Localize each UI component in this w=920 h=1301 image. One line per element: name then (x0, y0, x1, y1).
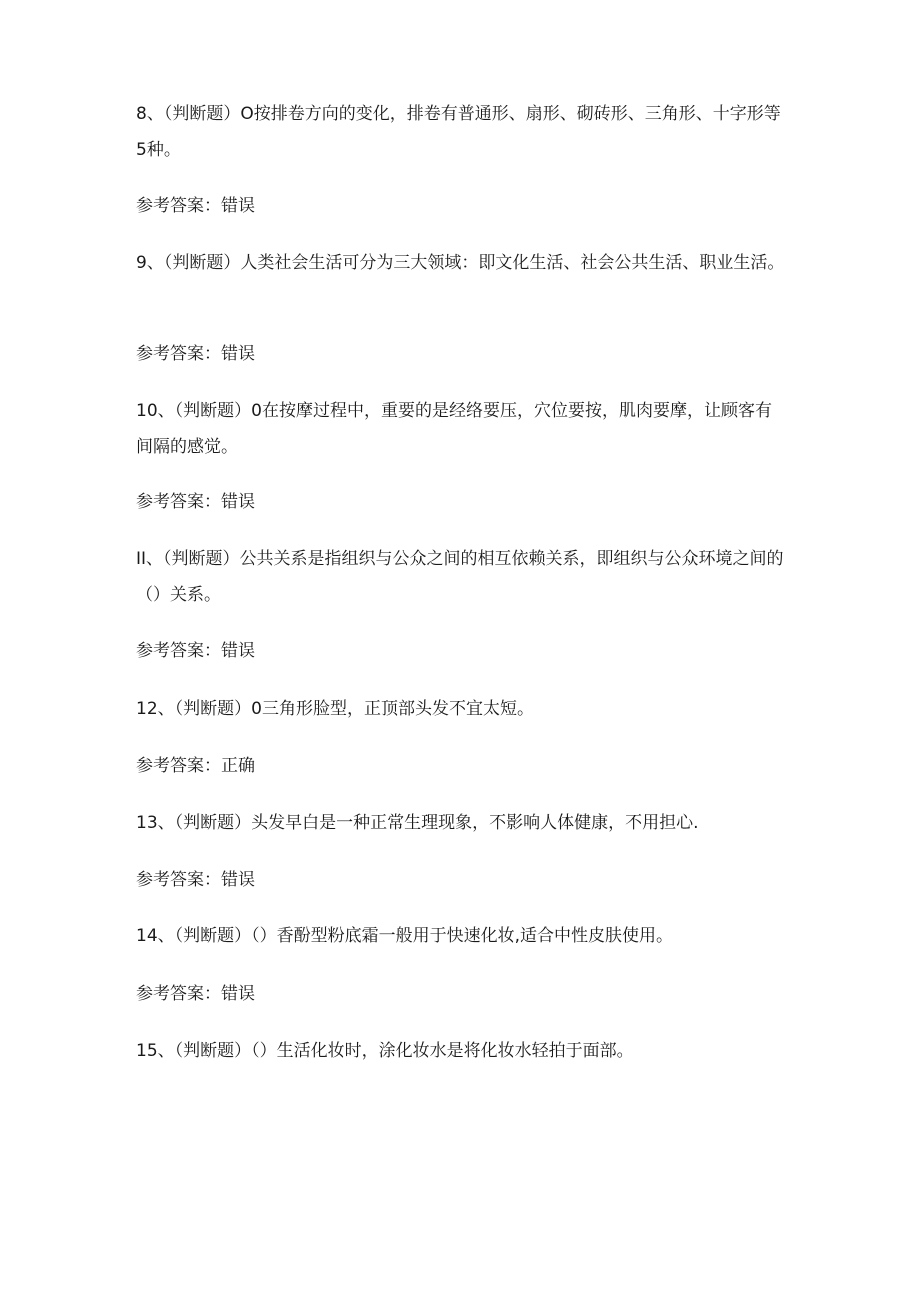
answer-14: 参考答案：错误 (136, 984, 255, 1004)
question-11: II、（判断题）公共关系是指组织与公众之间的相互依赖关系，即组织与公众环境之间的（）关系。 (136, 549, 784, 605)
question-13: 13、（判断题）头发早白是一种正常生理现象，不影响人体健康，不用担心. (136, 813, 699, 833)
answer-9: 参考答案：错误 (136, 344, 255, 364)
question-15: 15、（判断题）（）生活化妆时，涂化妆水是将化妆水轻拍于面部。 (136, 1041, 634, 1061)
question-14: 14、（判断题）（）香酚型粉底霜一般用于快速化妆,适合中性皮肤使用。 (136, 926, 674, 946)
answer-8: 参考答案：错误 (136, 196, 255, 216)
answer-10: 参考答案：错误 (136, 492, 255, 512)
answer-13: 参考答案：错误 (136, 870, 255, 890)
question-9: 9、（判断题）人类社会生活可分为三大领域：即文化生活、社会公共生活、职业生活。 (136, 253, 785, 273)
answer-11: 参考答案：错误 (136, 641, 255, 661)
answer-12: 参考答案：正确 (136, 756, 255, 776)
question-12: 12、（判断题）0三角形脸型，正顶部头发不宜太短。 (136, 699, 534, 719)
question-10: 10、（判断题）0在按摩过程中，重要的是经络要压，穴位要按，肌肉要摩，让顾客有间隔的感觉。 (136, 401, 772, 457)
question-8: 8、（判断题）O按排卷方向的变化，排卷有普通形、扇形、砌砖形、三角形、十字形等5种。 (136, 104, 781, 160)
